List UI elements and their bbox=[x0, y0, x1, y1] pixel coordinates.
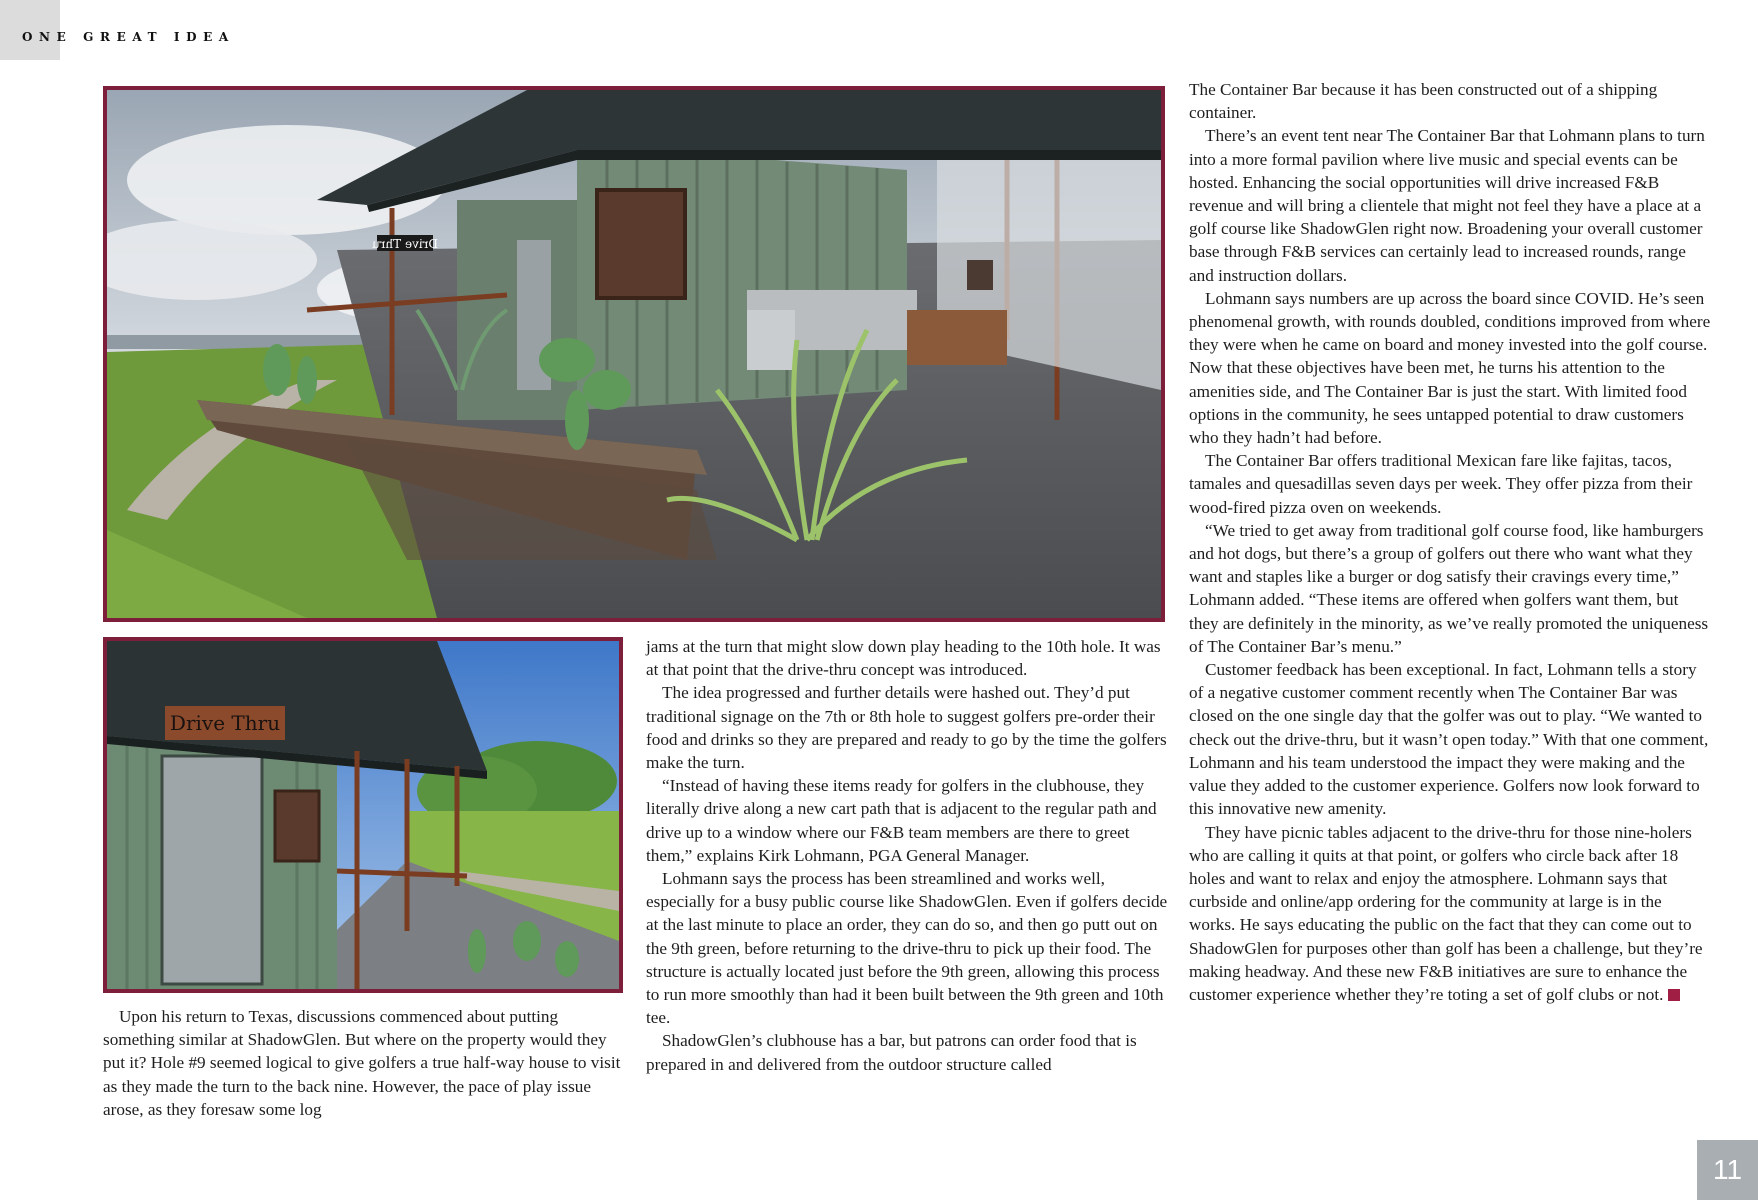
paragraph: “Instead of having these items ready for golfers in the clubhouse, they literally drive along a new cart path that is adjacent to the regular path and drive up to a window where our F&B team members are there to greet them,” explains Kirk Lohmann, PGA General Manager. bbox=[646, 776, 1157, 865]
drive-thru-photo bbox=[103, 637, 623, 993]
paragraph: jams at the turn that might slow down play heading to the 10th hole. It was at that point that the drive-thru concept was introduced. bbox=[646, 637, 1161, 680]
paragraph: Lohmann says numbers are up across the board since COVID. He’s seen phenomenal growth, with rounds doubled, conditions improved from where they were when he came on board and money invested into the golf course. Now that these objectives have been met, he turns his attention to the amenities side, and The Container Bar is just the start. With limited food options in the community, he sees untapped potential to draw customers who they hadn’t had before. bbox=[1189, 288, 1711, 448]
last-paragraph-text: They have picnic tables adjacent to the drive-thru for those nine-holers who are calling it quits at that point, or golfers who circle back after 18 holes and want to relax and enjoy the atmosphere. Lohmann says that curbside and online/app ordering for the community at large is in the works. He says educating the public on the fact that they can come out to ShadowGlen for purposes other than golf has been a challenge, but they’re making headway. And these new F&B initiatives are sure to enhance the customer experience whether they’re toting a set of golf clubs or not. bbox=[1189, 822, 1703, 1004]
drive-thru-illustration bbox=[107, 641, 619, 989]
drive-thru-sign-text: Drive Thru bbox=[169, 711, 281, 735]
end-of-article-square-icon bbox=[1668, 989, 1680, 1001]
paragraph: The Container Bar because it has been constructed out of a shipping container. bbox=[1189, 80, 1658, 123]
paragraph: ShadowGlen’s clubhouse has a bar, but patrons can order food that is prepared in and delivered from the outdoor structure called bbox=[646, 1031, 1137, 1074]
page-number: 11 bbox=[1697, 1140, 1758, 1200]
paragraph: Lohmann says the process has been streamlined and works well, especially for a busy public course like ShadowGlen. Even if golfers decide at the last minute to place an order, they can do so, and then go putt out on the 9th green, before returning to the drive-thru to pick up their food. The structure is actually located just before the 9th green, allowing this process to run more smoothly than had it been built between the 9th green and 10th tee. bbox=[646, 869, 1168, 1028]
drive-thru-sign-text-mirrored: Drive Thru bbox=[371, 237, 439, 251]
paragraph: Upon his return to Texas, discussions commenced about putting something similar at ShadowGlen. But where on the property would they put it? Hole #9 seemed logical to give golfers a true half-way house to visit as they made the turn to the back nine. However, the pace of play issue arose, as they foresaw some log bbox=[103, 1007, 621, 1119]
paragraph: The Container Bar offers traditional Mexican fare like fajitas, tacos, tamales and quesadillas seven days per week. They offer pizza from their wood-fired pizza oven on weekends. bbox=[1189, 451, 1693, 517]
paragraph: Customer feedback has been exceptional. In fact, Lohmann tells a story of a negative customer comment recently when The Container Bar was closed on the one single day that the golfer was out to play. “We wanted to check out the drive-thru, but it wasn’t open today.” With that one comment, Lohmann and his team understood the impact they were making and the value they added to the customer experience. Golfers now look forward to this innovative new amenity. bbox=[1189, 660, 1709, 819]
paragraph: The idea progressed and further details were hashed out. They’d put traditional signage on the 7th or 8th hole to suggest golfers pre-order their food and drinks so they are prepared and ready to go by the time the golfers make the turn. bbox=[646, 683, 1167, 773]
article-column-2 bbox=[646, 635, 1168, 1076]
container-bar-illustration bbox=[107, 90, 1161, 618]
paragraph: There’s an event tent near The Container Bar that Lohmann plans to turn into a more formal pavilion where live music and special events can be hosted. Enhancing the social opportunities will drive increased F&B revenue and will bring a clientele that might not feel they have a place at a golf course like ShadowGlen right now. Broadening your overall customer base through F&B services can certainly lead to increased rounds, range and instruction dollars. bbox=[1189, 126, 1705, 285]
last-paragraph bbox=[1189, 821, 1711, 1007]
container-bar-photo bbox=[103, 86, 1165, 622]
article-column-3 bbox=[1189, 78, 1711, 1006]
section-label: ONE GREAT IDEA bbox=[22, 30, 235, 44]
paragraph: “We tried to get away from traditional golf course food, like hamburgers and hot dogs, but there’s a group of golfers out there who want what they want and staples like a burger or dog satisfy their cravings every time,” Lohmann added. “These items are offered when golfers want them, but they are definitely in the minority, as we’ve really promoted the uniqueness of The Container Bar’s menu.” bbox=[1189, 520, 1709, 656]
article-column-1 bbox=[103, 1005, 621, 1121]
